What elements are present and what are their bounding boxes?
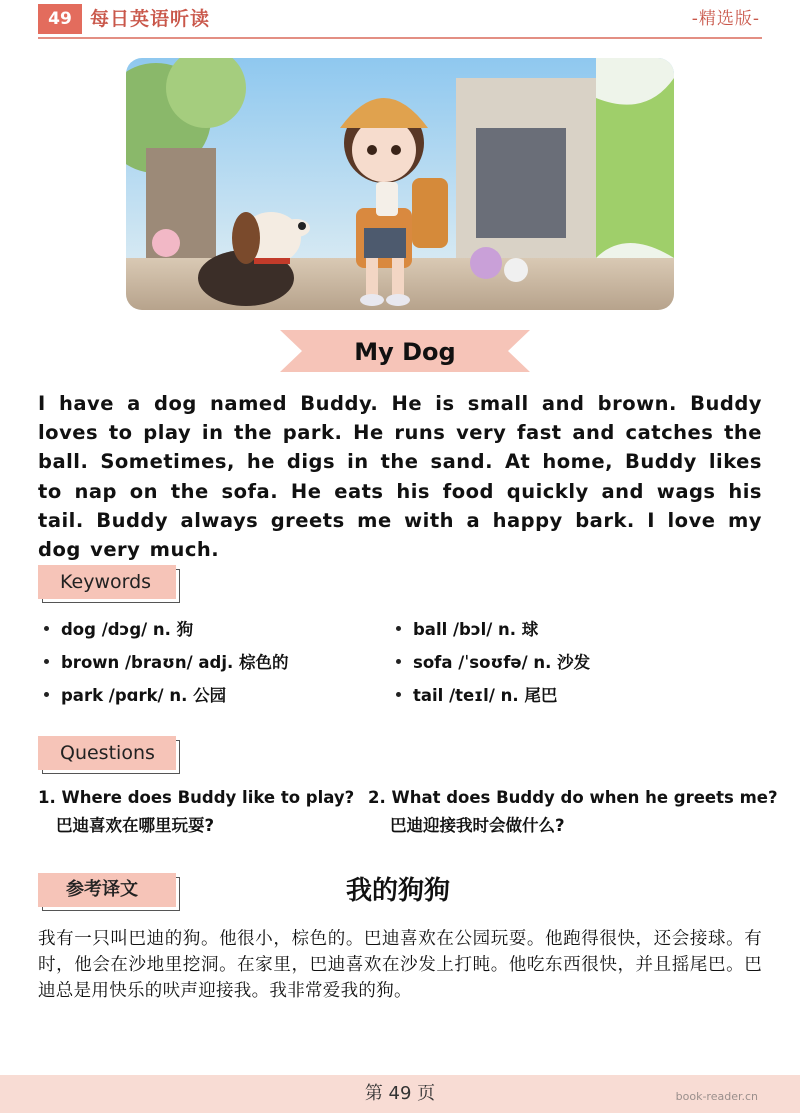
translation-title: 我的狗狗 (346, 876, 451, 906)
page-footer (0, 1075, 800, 1113)
edition-label: -精选版- (691, 9, 760, 29)
bullet-icon (44, 692, 49, 697)
story-illustration (126, 58, 674, 310)
translation-text: 我有一只叫巴迪的狗。他很小，棕色的。巴迪喜欢在公园玩耍。他跑得很快，还会接球。有时，他会在沙地里挖洞。在家里，巴迪喜欢在沙发上打盹。他吃东西很快，并且摇尾巴。巴迪总是用快乐的吠声迎接我。我非常爱我的狗。 (38, 929, 762, 1001)
bullet-icon (44, 659, 49, 664)
title-ribbon (280, 330, 530, 372)
lesson-number-badge: 49 (38, 4, 82, 34)
keyword-item: ball /bɔl/ n. 球 (396, 618, 538, 642)
keyword-item: brown /braʊn/ adj. 棕色的 (44, 651, 289, 675)
question-2-cn: 巴迪迎接我时会做什么? (390, 816, 565, 835)
site-watermark: book-reader.cn (675, 1090, 758, 1103)
series-title: 每日英语听读 (90, 8, 211, 30)
question-1-cn: 巴迪喜欢在哪里玩耍? (56, 816, 215, 835)
keyword-item: sofa /ˈsoʊfə/ n. 沙发 (396, 651, 590, 675)
story-title: My Dog (354, 338, 456, 366)
leaves (596, 78, 674, 258)
keyword-item: park /pɑrk/ n. 公园 (44, 684, 226, 708)
bullet-icon (396, 692, 401, 697)
header-divider (38, 37, 762, 39)
bullet-icon (396, 626, 401, 631)
page-number: 第 49 页 (364, 1083, 436, 1104)
keyword-item: tail /teɪl/ n. 尾巴 (396, 684, 557, 708)
question-1-en: 1. Where does Buddy like to play? (38, 788, 355, 807)
question-2-en: 2. What does Buddy do when he greets me? (368, 788, 778, 807)
bullet-icon (44, 626, 49, 631)
bullet-icon (396, 659, 401, 664)
keyword-item: dog /dɔg/ n. 狗 (44, 618, 193, 642)
story-text: I have a dog named Buddy. He is small and brown. Buddy loves to play in the park. He runs very fast and catches the ball. Sometimes, he digs in the sand. At home, Buddy likes to nap on the sofa. He eats his food quickly and wags his tail. Buddy always greets me with a happy bark. I love my dog very much. (38, 392, 762, 562)
